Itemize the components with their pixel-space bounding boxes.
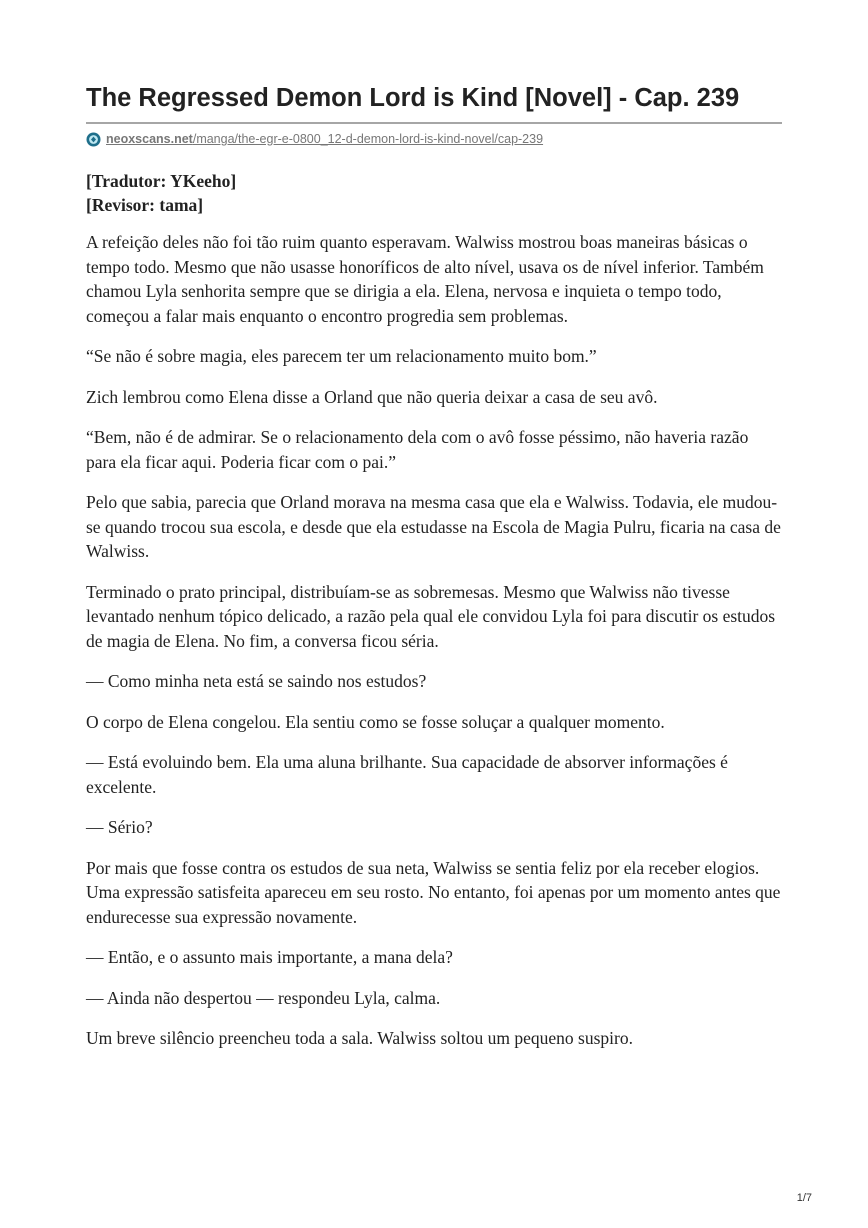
paragraph: “Bem, não é de admirar. Se o relacionamento dela com o avô fosse péssimo, não haveria razão para ela ficar aqui. Poderia ficar com o pai.”	[86, 427, 749, 472]
paragraph: Terminado o prato principal, distribuíam-se as sobremesas. Mesmo que Walwiss não tivesse levantado nenhum tópico delicado, a razão pela qual ele convidou Lyla foi para discutir os estudos de magia de Elena. No fim, a conversa ficou séria.	[86, 581, 776, 651]
paragraph: O corpo de Elena congelou. Ela sentiu como se fosse soluçar a qualquer momento.	[86, 711, 665, 732]
paragraph: — Sério?	[86, 817, 153, 837]
paragraph: Por mais que fosse contra os estudos de sua neta, Walwiss se sentia feliz por ela receber elogios. Uma expressão satisfeita apareceu em seu rosto. No entanto, foi apenas por um momento antes que endurecesse sua expressão novamente.	[86, 857, 781, 927]
paragraph: “Se não é sobre magia, eles parecem ter um relacionamento muito bom.”	[86, 346, 597, 366]
source-url-link[interactable]	[106, 132, 543, 146]
page-title: The Regressed Demon Lord is Kind [Novel] - Cap. 239	[86, 84, 740, 112]
credits-block	[86, 169, 782, 217]
source-domain: neoxscans.net	[106, 132, 193, 146]
paragraph: Zich lembrou como Elena disse a Orland que não queria deixar a casa de seu avô.	[86, 386, 658, 407]
paragraph: Um breve silêncio preencheu toda a sala. Walwiss soltou um pequeno suspiro.	[86, 1028, 633, 1048]
paragraph: — Ainda não despertou — respondeu Lyla, calma.	[86, 987, 441, 1008]
source-path: /manga/the-egr-e-0800_12-d-demon-lord-is-kind-novel/cap-239	[192, 132, 544, 146]
paragraph: A refeição deles não foi tão ruim quanto esperavam. Walwiss mostrou boas maneiras básicas o tempo todo. Mesmo que não usasse honoríficos de alto nível, usava os de nível inferior. Também chamou Lyla senhorita sempre que se dirigia a ela. Elena, nervosa e inquieta o tempo todo, começou a falar mais enquanto o encontro progredia sem problemas.	[86, 232, 764, 326]
paragraph: — Como minha neta está se saindo nos estudos?	[86, 671, 427, 691]
reviser-credit: [Revisor: tama]	[86, 195, 204, 215]
site-favicon-icon	[86, 132, 101, 147]
chapter-content	[86, 169, 782, 1051]
document-page	[86, 78, 782, 1067]
paragraph: — Está evoluindo bem. Ela uma aluna brilhante. Sua capacidade de absorver informações é excelente.	[86, 752, 728, 797]
source-line	[86, 131, 782, 147]
paragraph: Pelo que sabia, parecia que Orland morava na mesma casa que ela e Walwiss. Todavia, ele mudou-se quando trocou sua escola, e desde que ela estudasse na Escola de Magia Pulru, ficaria na casa de Walwiss.	[86, 492, 781, 561]
page-number: 1/7	[796, 1192, 812, 1204]
paragraph: — Então, e o assunto mais importante, a mana dela?	[86, 947, 453, 967]
translator-credit: [Tradutor: YKeeho]	[86, 171, 237, 191]
title-divider	[86, 122, 782, 124]
